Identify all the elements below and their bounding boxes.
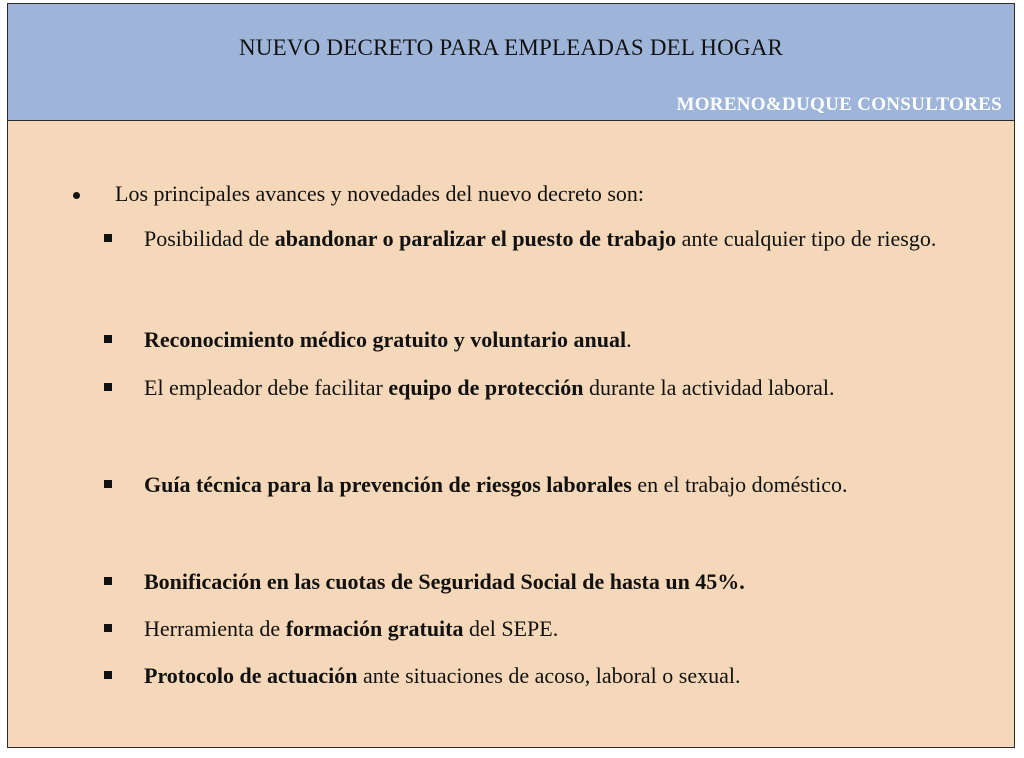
square-bullet-icon: [104, 671, 112, 679]
text-run-bold: formación gratuita: [285, 616, 464, 641]
text-run: .: [626, 327, 632, 352]
square-bullet-icon: [104, 624, 112, 632]
text-run: en el trabajo doméstico.: [631, 472, 848, 497]
list-item-text: [144, 364, 999, 412]
list-item: [104, 215, 999, 263]
square-bullet-icon: [104, 383, 112, 391]
list-item-text: [144, 558, 999, 606]
list-item: [104, 364, 999, 412]
list-item-text: [144, 605, 999, 653]
square-bullet-icon: [104, 480, 112, 488]
header-band: [8, 4, 1014, 121]
list-item-text: [144, 215, 999, 263]
round-bullet-icon: [73, 192, 80, 199]
list-item: [104, 461, 999, 509]
text-run: ante cualquier tipo de riesgo.: [676, 226, 937, 251]
text-run-bold: Reconocimiento médico gratuito y voluntario anual: [144, 327, 627, 352]
text-run: Herramienta de: [144, 616, 286, 641]
list-item-text: [144, 652, 999, 700]
company-name: MORENO&DUQUE CONSULTORES: [676, 94, 1002, 115]
text-run: Posibilidad de: [144, 226, 275, 251]
square-bullet-icon: [104, 577, 112, 585]
square-bullet-icon: [104, 335, 112, 343]
text-run: ante situaciones de acoso, laboral o sexual.: [357, 663, 741, 688]
text-run-bold: abandonar o paralizar el puesto de trabajo: [274, 226, 677, 251]
list-item: [104, 605, 999, 653]
slide-frame: [7, 3, 1015, 748]
list-item: [104, 316, 999, 364]
text-run-bold: Protocolo de actuación: [144, 663, 358, 688]
text-run-bold: equipo de protección: [388, 375, 584, 400]
square-bullet-icon: [104, 234, 112, 242]
page-title: NUEVO DECRETO PARA EMPLEADAS DEL HOGAR: [238, 35, 784, 60]
list-item: [104, 652, 999, 700]
lead-text: Los principales avances y novedades del nuevo decreto son:: [115, 181, 645, 206]
text-run: durante la actividad laboral.: [583, 375, 835, 400]
text-run-bold: Bonificación en las cuotas de Seguridad Social de hasta un 45%.: [144, 569, 745, 594]
list-item-text: [144, 316, 999, 364]
text-run: del SEPE.: [463, 616, 559, 641]
text-run: El empleador debe facilitar: [144, 375, 389, 400]
list-item: [104, 558, 999, 606]
text-run-bold: Guía técnica para la prevención de riesgos laborales: [144, 472, 632, 497]
list-item-text: [144, 461, 999, 509]
